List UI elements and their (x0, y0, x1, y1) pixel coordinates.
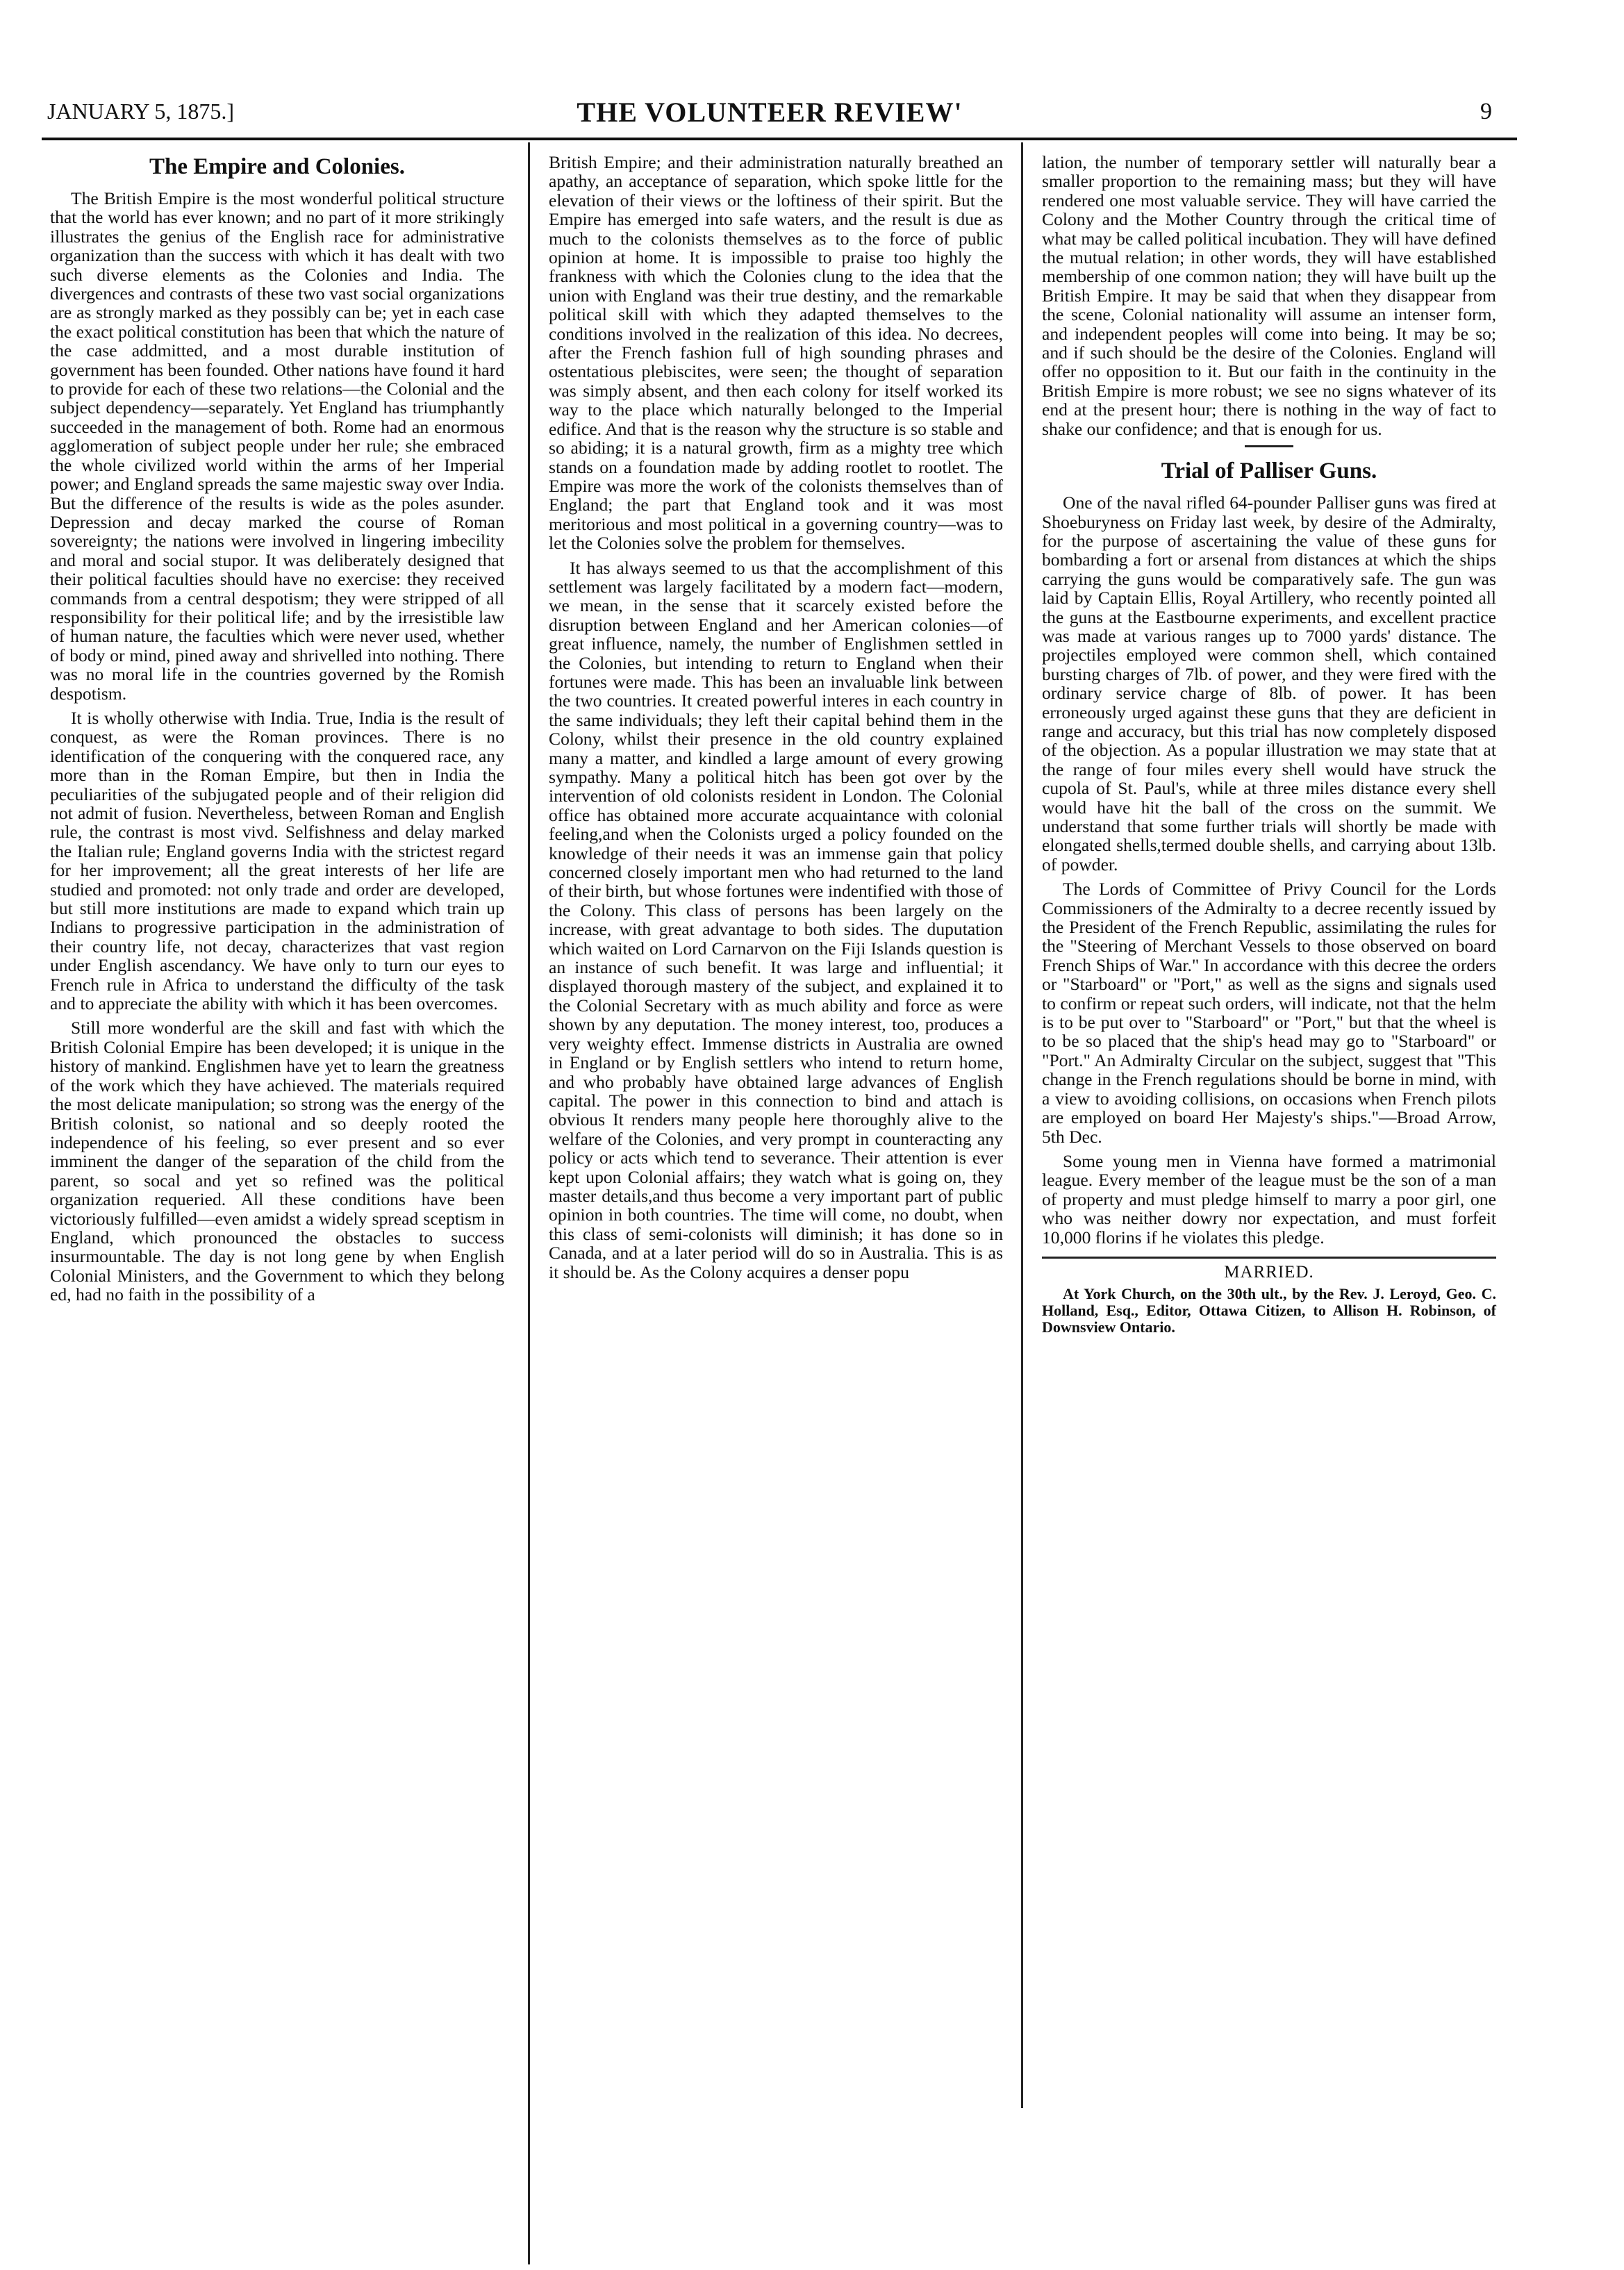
married-heading: MARRIED. (1224, 1262, 1314, 1282)
article-paragraph: The Lords of Committee of Privy Council for the Lords Commissioners of the Admiralty to a decree recently issued by the President of the French Republic, assimilating the rules for the "Steering of Merchant Vessels to those observed on board French Ships of War." In accordance with this decree the orders or "Starboard" or "Port," as well as the signs and signals used to confirm or repeat such orders, will indicate, not that the helm is to be put over to "Starboard" or "Port," but that the wheel is to be so placed that the ship's head may go to "Starboard" or "Port." An Admiralty Circular on the subject, suggest that "This change in the French regulations should be borne in mind, with a view to avoiding collisions, on occasions when French pilots are employed on board Her Majesty's ships."—Broad Arrow, 5th Dec. (1042, 879, 1496, 1147)
article-paragraph: It has always seemed to us that the accomplishment of this settlement was largely facilitated by a modern fact—modern, we mean, in the sense that it scarcely existed before the disruption between England and her American colonies—of great influence, namely, the number of Englishmen settled in the Colonies, but intending to return to England when their fortunes were made. This has been an invaluable link between the two countries. It created powerful interes in each country in the same individuals; they left their capital behind them in the Colony, whilst their presence in the old country explained many a matter, and kindled a large amount of every growing sympathy. Many a political hitch has been got over by the intervention of old colonists resident in London. The Colonial office has obtained more accurate acquaintance with colonial feeling,and when the Colonists urged a policy founded on the knowledge of their needs it was an immense gain that policy concerned closely important men who had returned to the land of their birth, but whose fortunes were indentified with those of the Colony. This class of persons has been largely on the increase, with great advantage to both sides. The duputation which waited on Lord Carnarvon on the Fiji Islands question is an instance of such benefit. It was large and influential; it displayed thorough mastery of the subject, and explained it to the Colonial Secretary with as much ability and force as were shown by any deputation. The money interest, too, produces a very weighty effect. Immense districts in Australia are owned in England or by English settlers who intend to return home, and who probably have obtained large advances of English capital. The power in this connection to bind and attach is obvious It renders many people here thoroughly alive to the welfare of the Colonies, and very prompt in counteracting any policy or acts which tend to severance. Their attention is ever kept upon Colonial affairs; they watch what is going on, they master details,and thus become a very important part of public opinion in both countries. The time will come, no doubt, when this class of semi-colonists will diminish; it has done so in Canada, and at a later period will do so in Australia. This is as it should be. As the Colony acquires a denser popu (549, 557, 1003, 1282)
article-headline: The Empire and Colonies. (149, 154, 405, 179)
article-paragraph: lation, the number of temporary settler will naturally bear a smaller proportion to the remaining mass; but they will have rendered one most valuable service. They will have carried the Colony and the Mother Country through the critical time of what may be called political incubation. They will have defined the mutual relation; in other words, they will have established membership of one common nation; they will have built up the British Empire. It may be said that when they disappear from the scene, Colonial nationality will assume an intenser form, and independent peoples will come into being. It may be so; and if such should be the desire of the Colonies. England will offer no opposition to it. But our faith in the continuity in the British Empire is more robust; we see no signs whatever of its end at the present hour; there is nothing in the way of fact to shake our confidence; and that is enough for us. (1042, 152, 1496, 439)
column-2 (549, 153, 1003, 1287)
section-divider (1042, 1257, 1496, 1259)
article-headline: Trial of Palliser Guns. (1161, 458, 1377, 484)
page-number: 9 (1480, 99, 1492, 124)
column-1 (50, 153, 504, 1310)
article-paragraph: British Empire; and their administration naturally breathed an apathy, an acceptance of separation, which spoke little for the elevation of their views or the loftiness of their spirit. But the Empire has emerged into safe waters, and the result is due as much to the colonists themselves as to the force of public opinion at home. It is impossible to praise too highly the frankness with which the Colonies clung to the idea that the union with England was their true destiny, and the remarkable political skill with which they adapted themselves to the conditions involved in the realization of this idea. No decrees, after the French fashion full of high sounding phrases and ostentatious plebiscites, were seen; the thought of separation was simply absent, and then each colony for itself worked its way to the place which naturally belonged to the Imperial edifice. And that is the reason why the structure is so stable and so abiding; it is a natural growth, firm as a mighty tree which stands on a foundation made by adding rootlet to rootlet. The Empire was more the work of the colonists themselves than of England; the part that England took and it was most meritorious and most political in a governing country—was to let the Colonies solve the problem for themselves. (549, 152, 1003, 554)
article-paragraph: Some young men in Vienna have formed a matrimonial league. Every member of the league must be the son of a man of property and must pledge himself to marry a poor girl, one who was neither dowry nor expectation, and must forfeit 10,000 florins if he violates this pledge. (1042, 1150, 1496, 1248)
article-paragraph: It is wholly otherwise with India. True, India is the result of conquest, as were the Roman provinces. There is no identification of the conquering with the conquered race, any more than in the Roman Empire, but then in India the peculiarities of the subjugated people and of their religion did not admit of fusion. Nevertheless, between Roman and English rule, the contrast is most vivd. Selfishness and delay marked the Italian rule; England governs India with the strictest regard for her improvement; all the great interests of her life are studied and promoted: not only trade and order are developed, but still more institutions are made to expand which train up Indians to progressive participation in the administration of their country life, not decay, characterizes that vast region under English ascendancy. We have only to turn our eyes to French rule in Africa to understand the difficulty of the task and to appreciate the ability with which it has been overcomes. (50, 707, 504, 1014)
column-divider (528, 142, 530, 2264)
article-paragraph: Still more wonderful are the skill and fast with which the British Colonial Empire has been developed; it is unique in the history of mankind. Englishmen have yet to learn the greatness of the work which they have achieved. The materials required the most delicate manipulation; so strong was the energy of the British colonist, so national and so deeply rooted the independence of his feeling, so ever present and so ever imminent the danger of the separation of the child from the parent, so socal and yet so refined was the political organization requeried. All these conditions have been victoriously fulfilled—even amidst a widely spread sceptism in England, which pronounced the obstacles to success insurmountable. The day is not long gene by when English Colonial Ministers, and the Government to which they belong ed, had no faith in the possibility of a (50, 1018, 504, 1305)
page-header (47, 99, 1492, 132)
column-3 (1042, 153, 1496, 1336)
article-paragraph: The British Empire is the most wonderful political structure that the world has ever known; and no part of it more strikingly illustrates the genius of the English race for administrative organization than the success with which it has dealt with two such diverse elements as the Colonies and India. The divergences and contrasts of these two vast social organizations are as strongly marked as they possibly can be; yet in each case the exact political constitution has been that which the nature of the case addmitted, and a most durable institution of government has been founded. Other nations have found it hard to provide for each of these two relations—the Colonial and the subject dependency—separately. Yet England has triumphantly succeeded in the management of both. Rome had an enormous agglomeration of subject people under her rule; she embraced the whole civilized world within the arms of her Imperial power; and England spreads the same majestic sway over India. But the difference of the results is wide as the poles asunder. Depression and decay marked the course of Roman sovereignty; the nations were involved in lingering imbecility and moral and social stupor. It was deliberately designed that their political faculties should have no exercise: they received commands from a central despotism; they were stripped of all responsibility for their political life; and by the irresistible law of human nature, the faculties which were never used, whether of body or mind, pined away and shrivelled into nothing. There was no moral life in the countries governed by the Romish despotism. (50, 188, 504, 704)
header-rule (42, 138, 1517, 140)
section-divider (1245, 445, 1293, 447)
issue-date: JANUARY 5, 1875.] (47, 99, 235, 124)
article-paragraph: One of the naval rifled 64-pounder Palliser guns was fired at Shoeburyness on Friday last week, by desire of the Admiralty, for the purpose of ascertaining the value of these guns for bombarding a fort or arsenal from distances at which the ships carrying the guns would be comparatively safe. The gun was laid by Captain Ellis, Royal Artillery, who recently pointed all the guns at the Eastbourne experiments, and excellent practice was made at various ranges up to 7000 yards' distance. The projectiles employed were common shell, which contained bursting charges of 7lb. of power, and they were fired with the ordinary service charge of 8lb. of power. It has been erroneously urged against these guns that they are deficient in range and accuracy, but this trial has now completely disposed of the objection. As a popular illustration we may state that at the range of four miles every shell would have struck the cupola of St. Paul's, while at three miles distance every shell would have hit the ball of the cross on the summit. We understand that some further trials will shortly be made with elongated shells,termed double shells, and carrying about 13lb. of powder. (1042, 492, 1496, 875)
married-notice (1042, 1286, 1496, 1336)
publication-title: THE VOLUNTEER REVIEW' (577, 97, 963, 128)
married-text: At York Church, on the 30th ult., by the Rev. J. Leroyd, Geo. C. Holland, Esq., Editor, Ottawa Citizen, to Allison H. Robinson, of Downsview Ontario. (1042, 1285, 1496, 1336)
column-divider (1021, 142, 1023, 2108)
